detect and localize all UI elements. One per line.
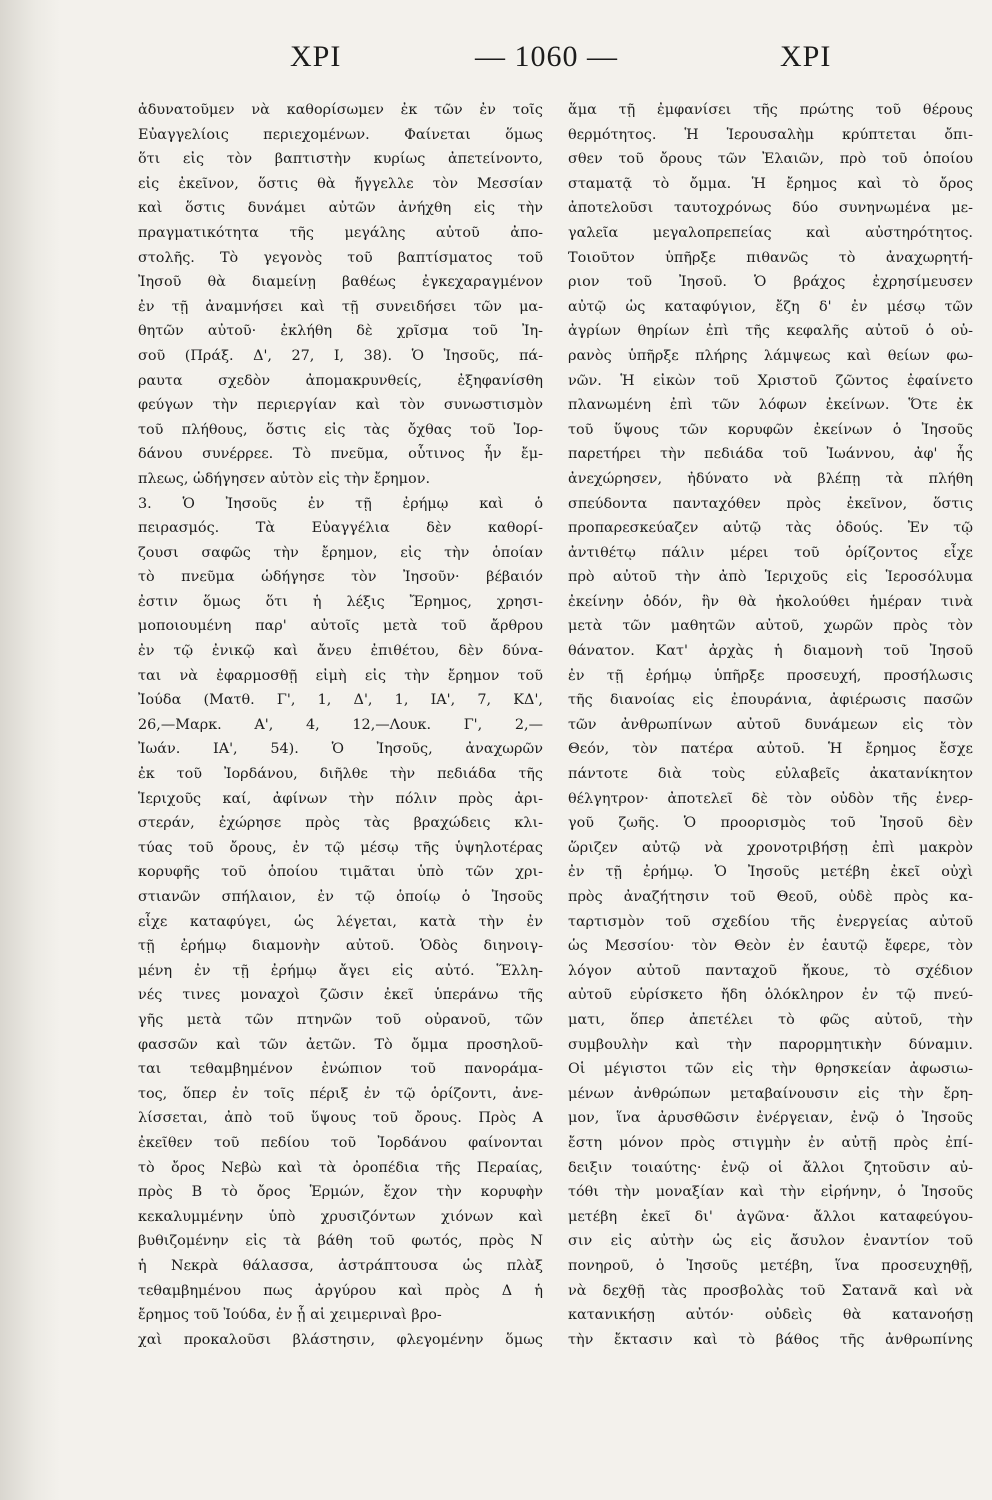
text-line: χαὶ προκαλοῦσι βλάστησιν, φλεγομένην ὅμως <box>138 1331 543 1348</box>
text-line: πονηροῦ, ὁ Ἰησοῦς μετέβη, ἵνα προσευχηθῇ, <box>568 1257 973 1274</box>
text-line: θάνατον. Κατ' ἀρχὰς ἡ διαμονὴ τοῦ Ἰησοῦ <box>568 643 973 660</box>
text-line: ἐκείνην ὁδόν, ἣν θὰ ἠκολούθει ἡμέραν τινὰ <box>568 593 973 610</box>
text-line: τῇ ἐρήμῳ διαμονὴν αὐτοῦ. Ὁδὸς διηνοιγ- <box>138 938 543 955</box>
text-line: 26,—Μαρκ. Α', 4, 12,—Λουκ. Γ', 2,— <box>138 716 543 733</box>
text-line: στεράν, ἐχώρησε πρὸς τὰς βραχώδεις κλι- <box>138 815 543 832</box>
text-line: ἐν τῷ ἐνικῷ καὶ ἄνευ ἐπιθέτου, δὲν δύνα- <box>138 643 543 660</box>
text-line: συμβουλὴν καὶ τὴν παρορμητικὴν δύναμιν. <box>568 1036 973 1053</box>
text-line: πραγματικότητα τῆς μεγάλης αὐτοῦ ἀπο- <box>138 224 543 241</box>
text-line: Τοιοῦτον ὑπῆρξε πιθανῶς τὸ ἀναχωρητή- <box>568 249 973 266</box>
right-text-column <box>568 98 973 1468</box>
text-line: δειξιν τοιαύτης· ἐνῷ οἱ ἄλλοι ζητοῦσιν αὐ- <box>568 1159 973 1176</box>
text-line: πρὸ αὐτοῦ τὴν ἀπὸ Ἱεριχοῦς εἰς Ἱεροσόλυμα <box>568 569 973 586</box>
text-line: πειρασμός. Τὰ Εὐαγγέλια δὲν καθορί- <box>138 520 543 537</box>
text-line: παρετήρει τὴν πεδιάδα τοῦ Ἰωάννου, ἀφ' ἧς <box>568 446 973 463</box>
text-line: τὸ πνεῦμα ὡδήγησε τὸν Ἰησοῦν· βέβαιόν <box>138 569 543 586</box>
text-line: σιν εἰς αὐτὴν ὡς εἰς ἄσυλον ἐναντίον τοῦ <box>568 1233 973 1250</box>
text-line: Οἱ μέγιστοι τῶν εἰς τὴν θρησκείαν ἀφωσιω- <box>568 1061 973 1078</box>
text-line: κορυφῆς τοῦ ὁποίου τιμᾶται ὑπὸ τῶν χρι- <box>138 864 543 881</box>
text-line: τῆς διανοίας εἰς ἐπουράνια, ἀφιέρωσις πασῶν <box>568 692 973 709</box>
text-line: φασσῶν καὶ τῶν ἀετῶν. Τὸ ὄμμα προσηλοῦ- <box>138 1036 543 1053</box>
text-line: μένη ἐν τῇ ἐρήμῳ ἄγει εἰς αὐτό. Ἕλλη- <box>138 962 543 979</box>
page-number: — 1060 — <box>475 40 618 73</box>
text-line: τος, ὅπερ ἐν τοῖς πέριξ ἐν τῷ ὁρίζοντι, ἀνε- <box>138 1085 543 1102</box>
text-line: ἅμα τῇ ἐμφανίσει τῆς πρώτης τοῦ θέρους <box>568 102 973 118</box>
text-line: τῶν ἀνθρωπίνων αὐτοῦ δυνάμεων εἰς τὸν <box>568 716 973 733</box>
text-line: νῶν. Ἡ εἰκὼν τοῦ Χριστοῦ ζῶντος ἐφαίνετο <box>568 372 973 389</box>
text-line: ματι, ὅπερ ἀπετέλει τὸ φῶς αὐτοῦ, τὴν <box>568 1011 973 1028</box>
text-line: σταματᾷ τὸ ὄμμα. Ἡ ἔρημος καὶ τὸ ὄρος <box>568 175 973 192</box>
text-line: φεύγων τὴν περιεργίαν καὶ τὸν συνωστισμὸν <box>138 397 543 414</box>
running-head-left: ΧΡΙ <box>290 40 342 73</box>
text-line: ἐν τῇ ἐρήμῳ. Ὁ Ἰησοῦς μετέβη ἐκεῖ οὐχὶ <box>568 864 973 881</box>
text-line: νὰ δεχθῇ τὰς προσβολὰς τοῦ Σατανᾶ καὶ νὰ <box>568 1282 973 1299</box>
text-line: μον, ἵνα ἀρυσθῶσιν ἐνέργειαν, ἐνῷ ὁ Ἰησοῦς <box>568 1110 973 1127</box>
text-line: πρὸς Β τὸ ὄρος Ἑρμών, ἔχον τὴν κορυφὴν <box>138 1184 543 1201</box>
text-line: δάνου συνέρρεε. Τὸ πνεῦμα, οὗτινος ἦν ἔμ- <box>138 446 543 463</box>
text-line: στολῆς. Τὸ γεγονὸς τοῦ βαπτίσματος τοῦ <box>138 249 543 266</box>
text-line: 3. Ὁ Ἰησοῦς ἐν τῇ ἐρήμῳ καὶ ὁ <box>138 495 543 512</box>
text-line: ἀγρίων θηρίων ἐπὶ τῆς κεφαλῆς αὐτοῦ ὁ οὐ- <box>568 323 973 340</box>
text-line: πλεως, ὡδήγησεν αὐτὸν εἰς τὴν ἔρημον. <box>138 470 431 487</box>
text-line: θερμότητος. Ἡ Ἱερουσαλὴμ κρύπτεται ὄπι- <box>568 126 973 143</box>
text-line: ἀνεχώρησεν, ἠδύνατο νὰ βλέπῃ τὰ πλήθη <box>568 470 973 487</box>
text-line: ὡς Μεσσίου· τὸν Θεὸν ἐν ἑαυτῷ ἔφερε, τὸν <box>568 938 973 955</box>
text-line: μετὰ τῶν μαθητῶν αὐτοῦ, χωρῶν πρὸς τὸν <box>568 618 973 635</box>
text-line: ἐν τῇ ἀναμνήσει καὶ τῇ συνειδήσει τῶν μα- <box>138 298 543 315</box>
text-line: Ἰούδα (Ματθ. Γ', 1, Δ', 1, ΙΑ', 7, ΚΔ', <box>138 692 543 709</box>
text-line: γαλεῖα μεγαλοπρεπείας καὶ αὐστηρότητος. <box>568 224 973 241</box>
text-line: ἐκεῖθεν τοῦ πεδίου τοῦ Ἰορδάνου φαίνονται <box>138 1134 543 1151</box>
text-line: σπεύδοντα πανταχόθεν πρὸς ἐκεῖνον, ὅστις <box>568 495 973 512</box>
text-line: εἰς ἐκεῖνον, ὅστις θὰ ἤγγελλε τὸν Μεσσίαν <box>138 175 543 192</box>
text-line: ρανὸς ὑπῆρξε πλήρης λάμψεως καὶ θείων φω- <box>568 347 973 364</box>
text-line: ἔστη μόνον πρὸς στιγμὴν ἐν αὐτῇ πρὸς ἐπί- <box>568 1134 973 1151</box>
text-line: κεκαλυμμένην ὑπὸ χρυσιζόντων χιόνων καὶ <box>138 1208 543 1225</box>
text-line: Θεόν, τὸν πατέρα αὐτοῦ. Ἡ ἔρημος ἔσχε <box>568 741 973 758</box>
text-line: προπαρεσκεύαζεν αὐτῷ τὰς ὁδούς. Ἐν τῷ <box>568 520 973 537</box>
text-line: στιανῶν σπήλαιον, ἐν τῷ ὁποίῳ ὁ Ἰησοῦς <box>138 889 543 905</box>
text-line: ται νὰ ἐφαρμοσθῇ εἰμὴ εἰς τὴν ἔρημον τοῦ <box>138 667 543 684</box>
text-line: ἐκ τοῦ Ἰορδάνου, διῆλθε τὴν πεδιάδα τῆς <box>138 766 543 783</box>
text-line: ταρτισμὸν τοῦ σχεδίου τῆς ἐνεργείας αὐτοῦ <box>568 913 973 930</box>
text-line: Ἱεριχοῦς καί, ἀφίνων τὴν πόλιν πρὸς ἀρι- <box>138 790 543 807</box>
text-line: ἐστιν ὅμως ὅτι ἡ λέξις Ἔρημος, χρησι- <box>138 593 543 610</box>
page-header <box>140 40 860 90</box>
text-line: ὅτι εἰς τὸν βαπτιστὴν κυρίως ἀπετείνοντο, <box>138 151 543 168</box>
left-text-column <box>138 98 543 1468</box>
text-line: γοῦ ζωῆς. Ὁ προορισμὸς τοῦ Ἰησοῦ δὲν <box>568 815 973 832</box>
text-line: κατανικήσῃ αὐτόν· οὐδεὶς θὰ κατανοήσῃ <box>568 1307 973 1324</box>
text-line: τεθαμβημένου πως ἀργύρου καὶ πρὸς Δ ἡ <box>138 1282 543 1299</box>
text-line: ἡ Νεκρὰ θάλασσα, ἀστράπτουσα ὡς πλὰξ <box>138 1257 543 1274</box>
text-line: καὶ ὅστις δυνάμει αὐτῶν ἀνήχθη εἰς τὴν <box>138 200 543 217</box>
text-line: ζουσι σαφῶς τὴν ἔρημον, εἰς τὴν ὁποίαν <box>138 544 543 561</box>
text-line: αὐτῷ ὡς καταφύγιον, ἔζη δ' ἐν μέσῳ τῶν <box>568 298 973 315</box>
text-line: τὸ ὄρος Νεβὼ καὶ τὰ ὀροπέδια τῆς Περαίας, <box>138 1159 543 1176</box>
text-line: Ἰωάν. ΙΑ', 54). Ὁ Ἰησοῦς, ἀναχωρῶν <box>138 741 543 758</box>
text-line: ὥριζεν αὐτῷ νὰ χρονοτριβήσῃ ἐπὶ μακρὸν <box>568 839 973 856</box>
text-line: πάντοτε διὰ τοὺς εὐλαβεῖς ἀκατανίκητον <box>568 766 973 783</box>
text-line: γῆς μετὰ τῶν πτηνῶν τοῦ οὐρανοῦ, τῶν <box>138 1011 543 1028</box>
text-line: ἐν τῇ ἐρήμῳ ὑπῆρξε προσευχή, προσήλωσις <box>568 667 973 684</box>
text-line: μένων ἀνθρώπων μεταβαίνουσιν εἰς τὴν ἔρη- <box>568 1085 973 1102</box>
text-line: ἀντιθέτῳ πάλιν μέρει τοῦ ὁρίζοντος εἶχε <box>568 544 973 561</box>
text-line: τόθι τὴν μοναξίαν καὶ τὴν εἰρήνην, ὁ Ἰησοῦς <box>568 1184 973 1201</box>
text-line: τοῦ πλήθους, ὅστις εἰς τὰς ὄχθας τοῦ Ἰορ- <box>138 421 543 438</box>
text-line: ται τεθαμβημένον ἐνώπιον τοῦ πανοράμα- <box>138 1061 543 1078</box>
text-line: λίσσεται, ἀπὸ τοῦ ὕψους τοῦ ὄρους. Πρὸς Α <box>138 1110 543 1127</box>
text-line: μετέβη ἐκεῖ δι' ἀγῶνα· ἄλλοι καταφεύγου- <box>568 1208 973 1225</box>
text-line: ραυτα σχεδὸν ἀπομακρυνθείς, ἐξηφανίσθη <box>138 372 543 389</box>
text-line: σθεν τοῦ ὄρους τῶν Ἐλαιῶν, πρὸ τοῦ ὁποίου <box>568 151 973 168</box>
text-line: τὴν ἔκτασιν καὶ τὸ βάθος τῆς ἀνθρωπίνης <box>568 1331 973 1348</box>
text-line: θητῶν αὐτοῦ· ἐκλήθη δὲ χρῖσμα τοῦ Ἰη- <box>138 323 543 340</box>
text-line: Ἰησοῦ θὰ διαμείνῃ βαθέως ἐγκεχαραγμένον <box>138 274 543 291</box>
text-line: ριον τοῦ Ἰησοῦ. Ὁ βράχος ἐχρησίμευσεν <box>568 274 973 291</box>
text-line: ἀδυνατοῦμεν νὰ καθορίσωμεν ἐκ τῶν ἐν τοῖς <box>138 102 543 118</box>
text-line: βυθιζομένην εἰς τὰ βάθη τοῦ φωτός, πρὸς Ν <box>138 1233 543 1250</box>
text-line: τύας τοῦ ὄρους, ἐν τῷ μέσῳ τῆς ὑψηλοτέρας <box>138 839 543 856</box>
text-line: Εὐαγγελίοις περιεχομένων. Φαίνεται ὅμως <box>138 126 543 143</box>
text-line: αὐτοῦ εὑρίσκετο ἤδη ὁλόκληρον ἐν τῷ πνεύ- <box>568 987 973 1004</box>
text-line: ἔρημος τοῦ Ἰούδα, ἐν ᾗ αἱ χειμεριναὶ βρο- <box>138 1307 442 1324</box>
binding-shadow <box>0 0 60 1500</box>
text-line: εἶχε καταφύγει, ὡς λέγεται, κατὰ τὴν ἐν <box>138 913 543 930</box>
text-line: νές τινες μοναχοὶ ζῶσιν ἐκεῖ ὑπεράνω τῆς <box>138 987 543 1004</box>
running-head-right: ΧΡΙ <box>780 40 832 73</box>
text-line: τοῦ ὕψους τῶν κορυφῶν ἐκείνων ὁ Ἰησοῦς <box>568 421 973 438</box>
text-line: ἀποτελοῦσι ταυτοχρόνως δύο συνηνωμένα με- <box>568 200 973 217</box>
text-line: πρὸς ἀναζήτησιν τοῦ Θεοῦ, οὐδὲ πρὸς κα- <box>568 889 973 905</box>
text-line: σοῦ (Πράξ. Δ', 27, Ι, 38). Ὁ Ἰησοῦς, πά- <box>138 347 543 364</box>
text-line: πλανωμένη ἐπὶ τῶν λόφων ἐκείνων. Ὅτε ἐκ <box>568 397 973 414</box>
text-line: λόγον αὐτοῦ πανταχοῦ ἤκουε, τὸ σχέδιον <box>568 962 973 979</box>
text-line: μοποιουμένη παρ' αὐτοῖς μετὰ τοῦ ἄρθρου <box>138 618 543 635</box>
text-line: θέλγητρον· ἀποτελεῖ δὲ τὸν οὐδὸν τῆς ἐνερ- <box>568 790 973 807</box>
